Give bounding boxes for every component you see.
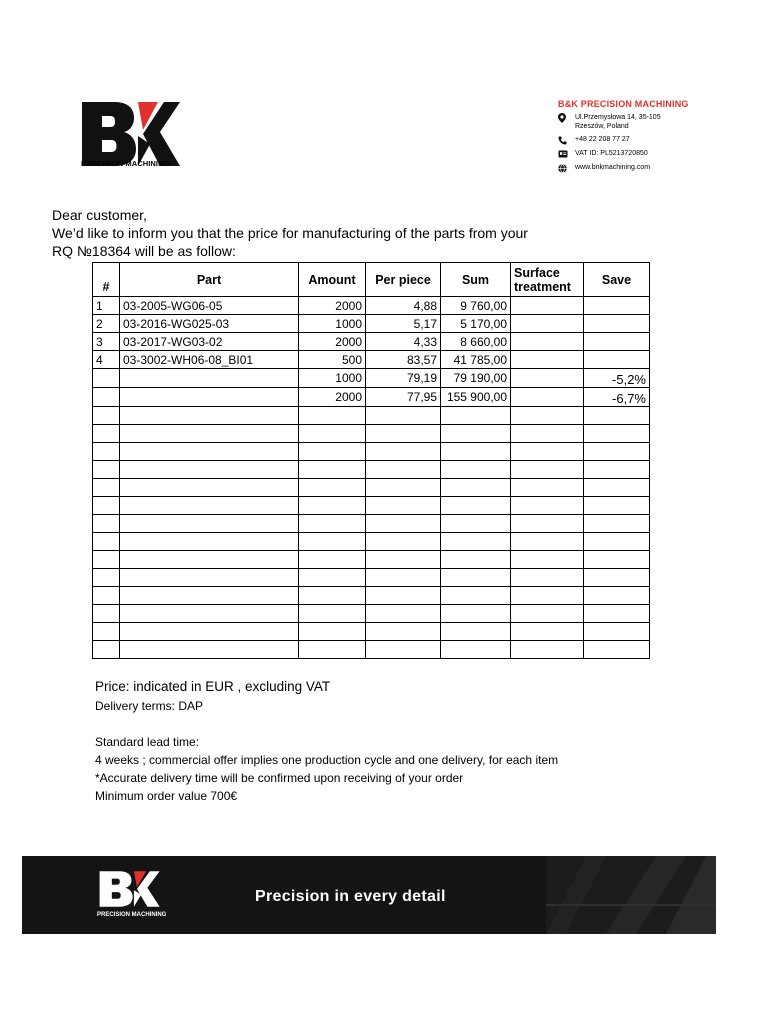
empty-cell (366, 605, 441, 623)
empty-cell (120, 587, 299, 605)
cell-surface (511, 333, 584, 351)
empty-cell (93, 461, 120, 479)
empty-cell (584, 569, 650, 587)
empty-table-row (93, 587, 650, 605)
empty-cell (299, 569, 366, 587)
cell-surface (511, 351, 584, 369)
price-table (92, 262, 650, 659)
empty-cell (366, 569, 441, 587)
empty-cell (120, 425, 299, 443)
empty-table-row (93, 479, 650, 497)
empty-cell (299, 515, 366, 533)
col-header-per-piece: Per piece (366, 263, 441, 297)
footer-tagline: Precision in every detail (255, 888, 446, 905)
empty-cell (120, 641, 299, 659)
col-header-save: Save (584, 263, 650, 297)
website-link[interactable]: www.bnkmachining.com (575, 164, 651, 171)
empty-cell (366, 425, 441, 443)
col-header-num: # (93, 263, 120, 297)
col-header-amount: Amount (299, 263, 366, 297)
empty-cell (441, 641, 511, 659)
cell-amount: 2000 (299, 333, 366, 351)
empty-cell (366, 407, 441, 425)
table-row (93, 351, 650, 369)
empty-table-row (93, 641, 650, 659)
globe-icon (558, 163, 570, 173)
col-header-part: Part (120, 263, 299, 297)
cell-surface (511, 315, 584, 333)
table-row (93, 315, 650, 333)
empty-cell (511, 605, 584, 623)
cell-num: 1 (93, 297, 120, 315)
table-row (93, 388, 650, 407)
minimum-order: Minimum order value 700€ (95, 789, 238, 803)
cell-amount: 500 (299, 351, 366, 369)
website-row (558, 163, 748, 173)
col-header-sum: Sum (441, 263, 511, 297)
empty-table-row (93, 605, 650, 623)
empty-table-row (93, 533, 650, 551)
empty-cell (299, 605, 366, 623)
empty-cell (441, 479, 511, 497)
empty-cell (511, 461, 584, 479)
cell-amount: 1000 (299, 369, 366, 388)
empty-table-row (93, 461, 650, 479)
cell-sum: 79 190,00 (441, 369, 511, 388)
empty-cell (441, 497, 511, 515)
cell-save (584, 333, 650, 351)
cell-sum: 8 660,00 (441, 333, 511, 351)
empty-cell (584, 443, 650, 461)
phone-number: +48 22 208 77 27 (575, 136, 630, 143)
empty-cell (120, 497, 299, 515)
empty-cell (366, 479, 441, 497)
empty-cell (511, 551, 584, 569)
cell-sum: 5 170,00 (441, 315, 511, 333)
cell-save: -6,7% (584, 388, 650, 407)
cell-amount: 1000 (299, 315, 366, 333)
id-card-icon (558, 149, 570, 159)
empty-cell (299, 461, 366, 479)
empty-cell (299, 497, 366, 515)
phone-icon (558, 135, 570, 145)
cell-per-piece: 4,33 (366, 333, 441, 351)
empty-table-row (93, 443, 650, 461)
empty-cell (441, 407, 511, 425)
empty-cell (120, 623, 299, 641)
cell-per-piece: 79,19 (366, 369, 441, 388)
empty-cell (366, 515, 441, 533)
cell-save (584, 297, 650, 315)
empty-cell (120, 461, 299, 479)
cell-save: -5,2% (584, 369, 650, 388)
address-line-2: Rzeszów, Poland (575, 123, 629, 130)
empty-cell (93, 551, 120, 569)
empty-cell (120, 605, 299, 623)
empty-cell (511, 623, 584, 641)
cell-sum: 155 900,00 (441, 388, 511, 407)
empty-cell (299, 641, 366, 659)
empty-cell (441, 587, 511, 605)
empty-cell (366, 551, 441, 569)
cell-per-piece: 5,17 (366, 315, 441, 333)
table-body (93, 297, 650, 659)
empty-cell (584, 533, 650, 551)
empty-cell (511, 425, 584, 443)
empty-cell (93, 605, 120, 623)
col-header-surface-treatment: Surface treatment (511, 263, 584, 297)
empty-cell (584, 641, 650, 659)
address-row (558, 113, 748, 131)
empty-table-row (93, 407, 650, 425)
cell-amount: 2000 (299, 297, 366, 315)
empty-cell (299, 533, 366, 551)
banner-shading (546, 856, 716, 934)
cell-num: 4 (93, 351, 120, 369)
empty-cell (93, 497, 120, 515)
empty-cell (584, 479, 650, 497)
empty-cell (366, 443, 441, 461)
cell-amount: 2000 (299, 388, 366, 407)
empty-cell (299, 551, 366, 569)
empty-cell (93, 443, 120, 461)
empty-cell (584, 551, 650, 569)
empty-cell (441, 443, 511, 461)
empty-cell (120, 443, 299, 461)
empty-cell (584, 425, 650, 443)
empty-cell (299, 479, 366, 497)
empty-cell (93, 425, 120, 443)
footer-logo (98, 870, 160, 908)
cell-part: 03-2017-WG03-02 (120, 333, 299, 351)
cell-part: 03-3002-WH06-08_BI01 (120, 351, 299, 369)
cell-per-piece: 4,88 (366, 297, 441, 315)
footer-logo-caption: PRECISION MACHINING (97, 912, 167, 918)
company-name: B&K PRECISION MACHINING (558, 99, 689, 109)
empty-cell (93, 587, 120, 605)
empty-cell (511, 587, 584, 605)
phone-row (558, 135, 748, 145)
empty-cell (441, 569, 511, 587)
empty-cell (441, 461, 511, 479)
table-header-row (93, 263, 650, 297)
empty-cell (299, 443, 366, 461)
address-line-1: Ul.Przemysłowa 14, 35-105 (575, 114, 661, 121)
empty-cell (299, 407, 366, 425)
empty-cell (366, 587, 441, 605)
table-row (93, 297, 650, 315)
empty-cell (441, 515, 511, 533)
lead-time-title: Standard lead time: (95, 735, 200, 749)
empty-cell (584, 461, 650, 479)
cell-sum: 41 785,00 (441, 351, 511, 369)
empty-table-row (93, 623, 650, 641)
cell-num (93, 369, 120, 388)
location-pin-icon (558, 113, 570, 123)
table-row (93, 369, 650, 388)
empty-cell (511, 533, 584, 551)
empty-cell (299, 425, 366, 443)
empty-cell (93, 533, 120, 551)
empty-cell (299, 587, 366, 605)
cell-part: 03-2005-WG06-05 (120, 297, 299, 315)
empty-table-row (93, 551, 650, 569)
empty-cell (93, 407, 120, 425)
footer-banner (22, 856, 716, 934)
cell-part (120, 388, 299, 407)
cell-surface (511, 297, 584, 315)
empty-cell (441, 425, 511, 443)
cell-surface (511, 388, 584, 407)
cell-num (93, 388, 120, 407)
empty-cell (511, 497, 584, 515)
empty-table-row (93, 425, 650, 443)
empty-cell (93, 569, 120, 587)
empty-cell (366, 497, 441, 515)
cell-part (120, 369, 299, 388)
empty-cell (441, 605, 511, 623)
price-note: Price: indicated in EUR , excluding VAT (95, 679, 331, 694)
cell-save (584, 315, 650, 333)
empty-cell (511, 515, 584, 533)
empty-cell (120, 515, 299, 533)
terms-block (95, 678, 558, 805)
delivery-terms: Delivery terms: DAP (95, 699, 204, 713)
cell-per-piece: 83,57 (366, 351, 441, 369)
vat-id: VAT ID: PL5213720850 (575, 150, 648, 157)
empty-cell (93, 515, 120, 533)
empty-table-row (93, 515, 650, 533)
empty-cell (120, 407, 299, 425)
logo-caption: PRECISION MACHINING (81, 159, 170, 168)
empty-cell (93, 623, 120, 641)
empty-cell (93, 641, 120, 659)
cell-per-piece: 77,95 (366, 388, 441, 407)
empty-cell (120, 479, 299, 497)
cell-part: 03-2016-WG025-03 (120, 315, 299, 333)
empty-cell (441, 533, 511, 551)
cell-save (584, 351, 650, 369)
empty-cell (584, 605, 650, 623)
cell-num: 3 (93, 333, 120, 351)
empty-cell (120, 551, 299, 569)
empty-cell (584, 623, 650, 641)
empty-cell (511, 569, 584, 587)
empty-table-row (93, 569, 650, 587)
intro-text (52, 206, 672, 260)
empty-cell (511, 407, 584, 425)
cell-surface (511, 369, 584, 388)
empty-table-row (93, 497, 650, 515)
empty-cell (584, 497, 650, 515)
greeting: Dear customer, (52, 207, 147, 223)
table-row (93, 333, 650, 351)
empty-cell (441, 551, 511, 569)
company-contact-block (558, 99, 748, 177)
empty-cell (441, 623, 511, 641)
empty-cell (366, 641, 441, 659)
intro-line-2: RQ №18364 will be as follow: (52, 243, 236, 259)
empty-cell (93, 479, 120, 497)
empty-cell (120, 569, 299, 587)
empty-cell (584, 407, 650, 425)
empty-cell (299, 623, 366, 641)
empty-cell (366, 461, 441, 479)
empty-cell (120, 533, 299, 551)
empty-cell (511, 443, 584, 461)
vat-row (558, 149, 748, 159)
lead-time-line: 4 weeks ; commercial offer implies one production cycle and one delivery, for each item (95, 753, 559, 767)
intro-line-1: We’d like to inform you that the price for manufacturing of the parts from your (52, 225, 528, 241)
accurate-delivery-note: *Accurate delivery time will be confirmed upon receiving of your order (95, 771, 464, 785)
empty-cell (366, 533, 441, 551)
cell-num: 2 (93, 315, 120, 333)
cell-sum: 9 760,00 (441, 297, 511, 315)
empty-cell (511, 479, 584, 497)
empty-cell (366, 623, 441, 641)
empty-cell (584, 515, 650, 533)
empty-cell (584, 587, 650, 605)
empty-cell (511, 641, 584, 659)
